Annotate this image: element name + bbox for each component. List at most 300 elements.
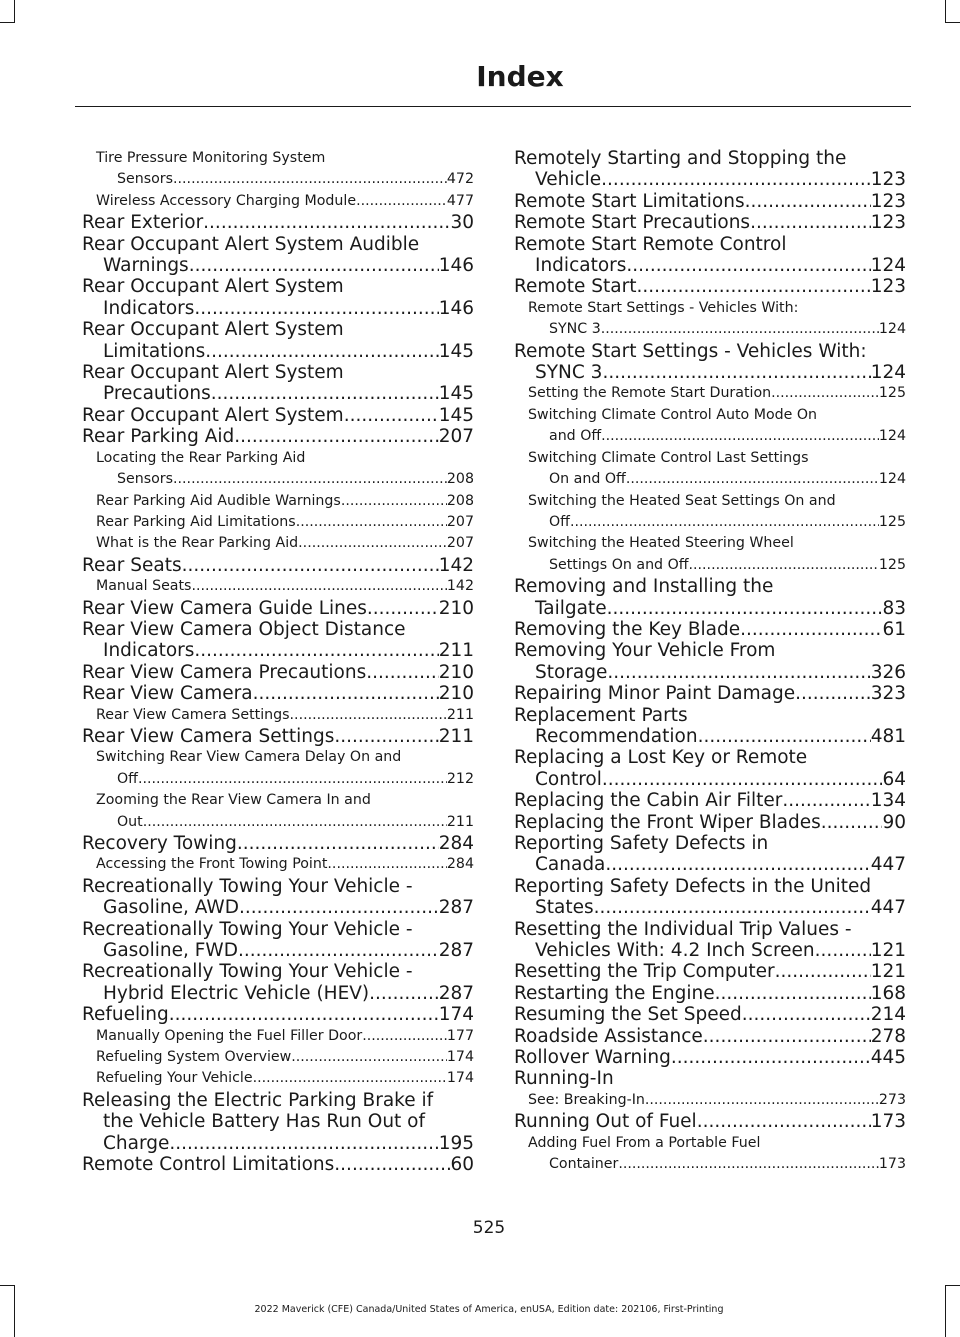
index-entry [514, 1133, 906, 1176]
index-entry-row [96, 576, 474, 597]
dot-leader [636, 276, 870, 297]
index-entry-row [528, 469, 906, 490]
index-entry-row [514, 255, 906, 276]
index-entry [514, 1047, 906, 1068]
index-entry-page: 211 [438, 640, 474, 662]
dot-leader [697, 1111, 871, 1132]
index-entry-page: 326 [870, 661, 906, 683]
index-entry [514, 576, 906, 619]
index-entry-lead: Recreationally Towing Your Vehicle - [82, 961, 413, 983]
index-entry [514, 812, 906, 833]
crop-mark-top-right-h [945, 22, 960, 23]
index-entry [514, 790, 906, 811]
index-entry-row [96, 491, 474, 512]
index-entry [82, 212, 474, 233]
index-entry-lead: Remote Start Settings - Vehicles With: [514, 340, 867, 362]
dot-leader [238, 940, 439, 961]
index-entry-lead: Zooming the Rear View Camera In and [96, 792, 371, 809]
index-entry-label: Rear View Camera Guide Lines [82, 597, 367, 619]
index-entry-page: 142 [446, 578, 474, 595]
index-entry-page: 124 [878, 321, 906, 338]
index-entry [514, 212, 906, 233]
index-entry-label: See: Breaking-In [528, 1091, 645, 1108]
index-entry-page: 447 [870, 897, 906, 919]
dot-leader [191, 576, 446, 597]
index-entry-label: Off [117, 770, 138, 787]
index-entry-page: 123 [870, 169, 906, 191]
index-entry-label: On and Off [549, 471, 626, 488]
index-entry-row [82, 1004, 474, 1025]
index-entry-label: Container [549, 1156, 619, 1173]
dot-leader [821, 812, 883, 833]
index-entry-label: Off [549, 513, 570, 530]
index-entry-page: 173 [878, 1156, 906, 1173]
dot-leader [203, 212, 450, 233]
index-entry [514, 983, 906, 1004]
dot-leader [745, 191, 871, 212]
index-entry-page: 124 [870, 362, 906, 384]
dot-leader [626, 255, 870, 276]
index-entry [82, 319, 474, 362]
index-entry-page: 125 [878, 385, 906, 402]
index-entry [82, 919, 474, 962]
index-entry-page: 284 [438, 833, 474, 854]
index-entry [82, 876, 474, 919]
dot-leader [369, 983, 439, 1004]
index-entry-row [514, 598, 906, 619]
index-entry-page: 481 [870, 725, 906, 747]
index-entry [82, 619, 474, 662]
index-entry-lead: Removing Your Vehicle From [514, 640, 776, 662]
index-entry-page: 477 [446, 192, 474, 209]
index-entry-label: States [535, 897, 594, 919]
dot-leader [237, 833, 439, 854]
index-entry-page: 61 [882, 618, 906, 640]
index-entry-page: 123 [870, 190, 906, 212]
index-entry-label: Rollover Warning [514, 1047, 671, 1069]
dot-leader [703, 1026, 871, 1047]
index-entry-label: Rear Exterior [82, 212, 204, 234]
index-entry-page: 125 [878, 556, 906, 573]
index-entry-page: 174 [438, 1004, 474, 1026]
index-entry-lead: Reporting Safety Defects in the United [514, 875, 872, 897]
index-entry-row [82, 640, 474, 661]
index-entry-page: 207 [446, 535, 474, 552]
index-entry-lead: Remotely Starting and Stopping the [514, 148, 847, 169]
index-entry-row [514, 191, 906, 212]
index-entry-lead: Replacing a Lost Key or Remote [514, 747, 808, 769]
crop-mark-top-left-v [14, 0, 15, 22]
dot-leader [601, 319, 879, 340]
index-entry-label: Rear Occupant Alert System [82, 404, 344, 426]
index-entry-row [514, 769, 906, 790]
dot-leader [367, 598, 439, 619]
index-entry-label: Rear Parking Aid Audible Warnings [96, 492, 341, 509]
index-entry-page: 212 [446, 770, 474, 787]
index-entry-page: 125 [878, 513, 906, 530]
index-entry-label: Sensors [117, 171, 174, 188]
index-entry-row [82, 1154, 474, 1175]
index-entry-lead: Recreationally Towing Your Vehicle - [82, 875, 413, 897]
index-entry-label: Remote Start Precautions [514, 212, 751, 234]
index-entry-lead: Rear View Camera Object Distance [82, 618, 406, 640]
dot-leader [671, 1047, 871, 1068]
dot-leader [194, 298, 438, 319]
index-entry-row [514, 1047, 906, 1068]
index-entry-label: Indicators [535, 255, 627, 277]
index-entry-label: Manual Seats [96, 578, 192, 595]
index-entry-page: 174 [446, 1049, 474, 1066]
index-entry-row [514, 726, 906, 747]
crop-mark-bottom-right-h [945, 1285, 960, 1286]
index-entry [514, 640, 906, 683]
index-entry [82, 362, 474, 405]
index-entry-row [514, 276, 906, 297]
index-entry [82, 1047, 474, 1068]
index-entry-label: Hybrid Electric Vehicle (HEV) [103, 982, 370, 1004]
index-entry-page: 145 [438, 340, 474, 362]
index-entry-page: 211 [438, 725, 474, 747]
index-entry-label: Indicators [103, 640, 195, 662]
index-entry [514, 234, 906, 277]
index-entry-page: 174 [446, 1070, 474, 1087]
index-entry [514, 876, 906, 919]
index-entry-page: 124 [870, 255, 906, 277]
index-entry-label: and Off [549, 428, 602, 445]
index-entry-label: Running Out of Fuel [514, 1111, 697, 1133]
dot-leader [173, 469, 447, 490]
index-entry [514, 405, 906, 448]
index-entry-label: Charge [103, 1132, 170, 1154]
dot-leader [290, 705, 447, 726]
index-entry [82, 1154, 474, 1175]
index-entry-row [514, 940, 906, 961]
index-entry-label: Precautions [103, 383, 211, 405]
index-entry-lead: Switching Climate Control Last Settings [528, 449, 809, 466]
index-entry-page: 134 [870, 790, 906, 812]
index-entry-row [82, 940, 474, 961]
index-entry-lead: Tire Pressure Monitoring System [96, 150, 326, 166]
footer-edition: 2022 Maverick (CFE) Canada/United States of America, enUSA, Edition date: 202106, First-Printing [254, 1304, 724, 1315]
dot-leader [775, 961, 871, 982]
index-entry [82, 747, 474, 790]
index-entry-label: Rear Parking Aid [82, 426, 235, 448]
index-entry-row [96, 1068, 474, 1089]
index-entry-lead: Locating the Rear Parking Aid [96, 449, 306, 466]
dot-leader [601, 169, 871, 190]
index-entry-row [514, 983, 906, 1004]
index-entry-page: 284 [446, 856, 474, 873]
index-entry-row [82, 833, 474, 854]
index-entry-row [96, 469, 474, 490]
index-entry-lead: Remote Start Remote Control [514, 233, 787, 255]
index-entry-lead: Switching the Heated Seat Settings On and [528, 492, 836, 509]
index-entry-lead: the Vehicle Battery Has Run Out of [103, 1111, 426, 1133]
index-entry [514, 533, 906, 576]
index-entry-label: Settings On and Off [549, 556, 689, 573]
index-entry-page: 208 [446, 471, 474, 488]
index-entry-page: 287 [438, 897, 474, 919]
index-entry-label: Recovery Towing [82, 833, 237, 854]
dot-leader [205, 341, 438, 362]
index-entry-page: 195 [438, 1132, 474, 1154]
dot-leader [211, 383, 439, 404]
index-entry-lead: Switching the Heated Steering Wheel [528, 535, 794, 552]
index-entry-lead: Removing and Installing the [514, 576, 774, 598]
index-entry [82, 961, 474, 1004]
index-entry-label: Rear View Camera [82, 683, 253, 705]
index-entry-page: 208 [446, 492, 474, 509]
index-entry-page: 278 [870, 1025, 906, 1047]
dot-leader [626, 469, 879, 490]
index-column-right [514, 148, 906, 1176]
index-entry-label: Repairing Minor Paint Damage [514, 683, 796, 705]
index-entry [514, 1004, 906, 1025]
index-entry-page: 214 [870, 1004, 906, 1026]
dot-leader [344, 405, 439, 426]
index-entry-row [528, 1090, 906, 1111]
index-entry-row [82, 298, 474, 319]
dot-leader [618, 1154, 879, 1175]
index-entry-row [82, 341, 474, 362]
index-entry-label: Remote Start Limitations [514, 190, 745, 212]
index-entry [514, 341, 906, 384]
index-entry-row [528, 555, 906, 576]
dot-leader [298, 533, 447, 554]
index-entry [82, 726, 474, 747]
index-entry [82, 405, 474, 426]
index-entry-page: 168 [870, 982, 906, 1004]
dot-leader [182, 555, 439, 576]
index-entry [514, 1068, 906, 1089]
index-entry [514, 833, 906, 876]
index-entry [514, 747, 906, 790]
index-entry-page: 211 [446, 706, 474, 723]
dot-leader [169, 1004, 439, 1025]
header-divider [75, 106, 911, 107]
index-entry-row [96, 854, 474, 875]
index-entry-page: 146 [438, 297, 474, 319]
index-entry-page: 207 [446, 513, 474, 530]
dot-leader [356, 191, 447, 212]
index-entry-row [96, 705, 474, 726]
index-entry [514, 191, 906, 212]
dot-leader [601, 426, 879, 447]
index-entry-row [96, 1026, 474, 1047]
index-entry-row [96, 769, 474, 790]
dot-leader [570, 512, 879, 533]
index-entry-row [82, 212, 474, 233]
index-entry-label: Rear View Camera Settings [96, 706, 290, 723]
index-entry-row [514, 854, 906, 875]
index-entry-lead: Rear Occupant Alert System Audible [82, 233, 420, 255]
index-entry-label: Rear View Camera Precautions [82, 661, 367, 683]
dot-leader [239, 897, 439, 918]
index-entry-label: Replacing the Front Wiper Blades [514, 811, 821, 833]
index-entry-page: 121 [870, 961, 906, 983]
index-entry [514, 1111, 906, 1132]
index-entry-page: 210 [438, 597, 474, 619]
index-entry-row [82, 598, 474, 619]
index-entry-label: Accessing the Front Towing Point [96, 856, 328, 873]
index-entry [514, 619, 906, 640]
dot-leader [194, 640, 438, 661]
dot-leader [795, 683, 871, 704]
dot-leader [740, 619, 882, 640]
index-entry-row [82, 555, 474, 576]
index-entry-page: 124 [878, 428, 906, 445]
index-entry [514, 919, 906, 962]
index-entry-label: Replacing the Cabin Air Filter [514, 790, 783, 812]
index-entry-label: Removing the Key Blade [514, 618, 741, 640]
dot-leader [291, 1047, 447, 1068]
index-entry-row [82, 897, 474, 918]
index-entry-label: Recommendation [535, 725, 698, 747]
index-entry [82, 533, 474, 554]
index-entry-label: Refueling [82, 1004, 169, 1026]
index-entry-label: Refueling Your Vehicle [96, 1070, 253, 1087]
dot-leader [602, 362, 870, 383]
index-entry [514, 448, 906, 491]
index-entry-page: 124 [878, 471, 906, 488]
index-entry-label: SYNC 3 [549, 321, 601, 338]
dot-leader [689, 555, 879, 576]
index-entry-row [96, 191, 474, 212]
index-entry [82, 276, 474, 319]
dot-leader [607, 662, 870, 683]
index-entry-page: 121 [870, 940, 906, 962]
index-entry [82, 790, 474, 833]
index-column-left [82, 148, 474, 1176]
dot-leader [594, 897, 871, 918]
index-entry-page: 445 [870, 1047, 906, 1069]
index-entry [514, 961, 906, 982]
dot-leader [296, 512, 447, 533]
index-entry-lead: Rear Occupant Alert System [82, 362, 344, 384]
dot-leader [138, 769, 447, 790]
index-entry [82, 662, 474, 683]
index-entry-row [82, 683, 474, 704]
index-entry-page: 287 [438, 982, 474, 1004]
index-entry-page: 273 [878, 1091, 906, 1108]
dot-leader [173, 169, 447, 190]
index-entry [82, 705, 474, 726]
index-entry-row [82, 255, 474, 276]
index-entry-label: Control [535, 768, 602, 790]
index-entry-row [82, 405, 474, 426]
index-entry-row [514, 1004, 906, 1025]
index-entry [514, 148, 906, 191]
crop-mark-top-left-h [0, 22, 15, 23]
dot-leader [334, 1154, 450, 1175]
index-entry-label: Gasoline, AWD [103, 897, 239, 919]
index-entry-row [528, 426, 906, 447]
index-entry-page: 30 [450, 212, 474, 234]
dot-leader [607, 598, 883, 619]
index-entry-label: Vehicle [535, 169, 602, 191]
index-entry-label: Manually Opening the Fuel Filler Door [96, 1027, 363, 1044]
index-entry-row [96, 169, 474, 190]
dot-leader [334, 726, 438, 747]
dot-leader [253, 1068, 447, 1089]
index-entry-row [96, 1047, 474, 1068]
index-entry [82, 448, 474, 491]
dot-leader [234, 426, 438, 447]
index-entry-page: 323 [870, 683, 906, 705]
page-title: Index [476, 60, 564, 93]
index-entry-page: 90 [882, 811, 906, 833]
index-entry-label: Sensors [117, 471, 174, 488]
index-entry-label: Wireless Accessory Charging Module [96, 192, 357, 209]
index-entry-row [514, 169, 906, 190]
index-entry-label: Rear Parking Aid Limitations [96, 513, 296, 530]
index-entry-page: 472 [446, 171, 474, 188]
index-entry [82, 833, 474, 854]
index-entry-label: Resetting the Trip Computer [514, 961, 775, 983]
index-entry [514, 491, 906, 534]
dot-leader [169, 1133, 438, 1154]
page-number: 525 [472, 1218, 506, 1238]
index-entry-page: 211 [446, 813, 474, 830]
dot-leader [815, 940, 871, 961]
index-entry-label: Vehicles With: 4.2 Inch Screen [535, 940, 815, 962]
index-entry-label: What is the Rear Parking Aid [96, 535, 299, 552]
index-entry [82, 191, 474, 212]
index-entry-lead: Resetting the Individual Trip Values - [514, 918, 852, 940]
index-entry-label: Out [117, 813, 143, 830]
dot-leader [362, 1026, 447, 1047]
index-entry-page: 177 [446, 1027, 474, 1044]
index-entry-page: 447 [870, 854, 906, 876]
index-entry-lead: Switching Rear View Camera Delay On and [96, 749, 402, 766]
index-entry-label: Remote Control Limitations [82, 1154, 335, 1176]
index-entry-lead: Rear Occupant Alert System [82, 276, 344, 298]
index-entry-row [514, 619, 906, 640]
index-entry-page: 145 [438, 383, 474, 405]
index-entry-label: Warnings [103, 255, 189, 277]
index-entry-row [528, 1154, 906, 1175]
dot-leader [605, 854, 870, 875]
index-entry-row [82, 426, 474, 447]
index-entry-row [514, 1026, 906, 1047]
crop-mark-top-right-v [945, 0, 946, 22]
index-entry [82, 512, 474, 533]
dot-leader [771, 383, 879, 404]
index-entry-lead: Switching Climate Control Auto Mode On [528, 406, 818, 423]
index-entry-row [96, 812, 474, 833]
index-entry-label: Roadside Assistance [514, 1025, 703, 1047]
index-entry-row [82, 662, 474, 683]
index-entry-row [514, 1111, 906, 1132]
index-entry [82, 426, 474, 447]
index-entry-label: Tailgate [535, 597, 607, 619]
index-entry-page: 123 [870, 212, 906, 234]
index-entry-row [82, 1133, 474, 1154]
index-entry-row [514, 662, 906, 683]
index-entry-lead: Remote Start Settings - Vehicles With: [528, 299, 799, 316]
index-entry-row [528, 319, 906, 340]
index-entry-label: Indicators [103, 297, 195, 319]
dot-leader [602, 769, 883, 790]
index-entry [514, 298, 906, 341]
index-entry-row [514, 362, 906, 383]
dot-leader [366, 662, 438, 683]
dot-leader [253, 683, 439, 704]
index-entry-page: 207 [438, 426, 474, 448]
index-entry [82, 148, 474, 191]
index-entry-page: 173 [870, 1111, 906, 1133]
index-entry-page: 145 [438, 404, 474, 426]
